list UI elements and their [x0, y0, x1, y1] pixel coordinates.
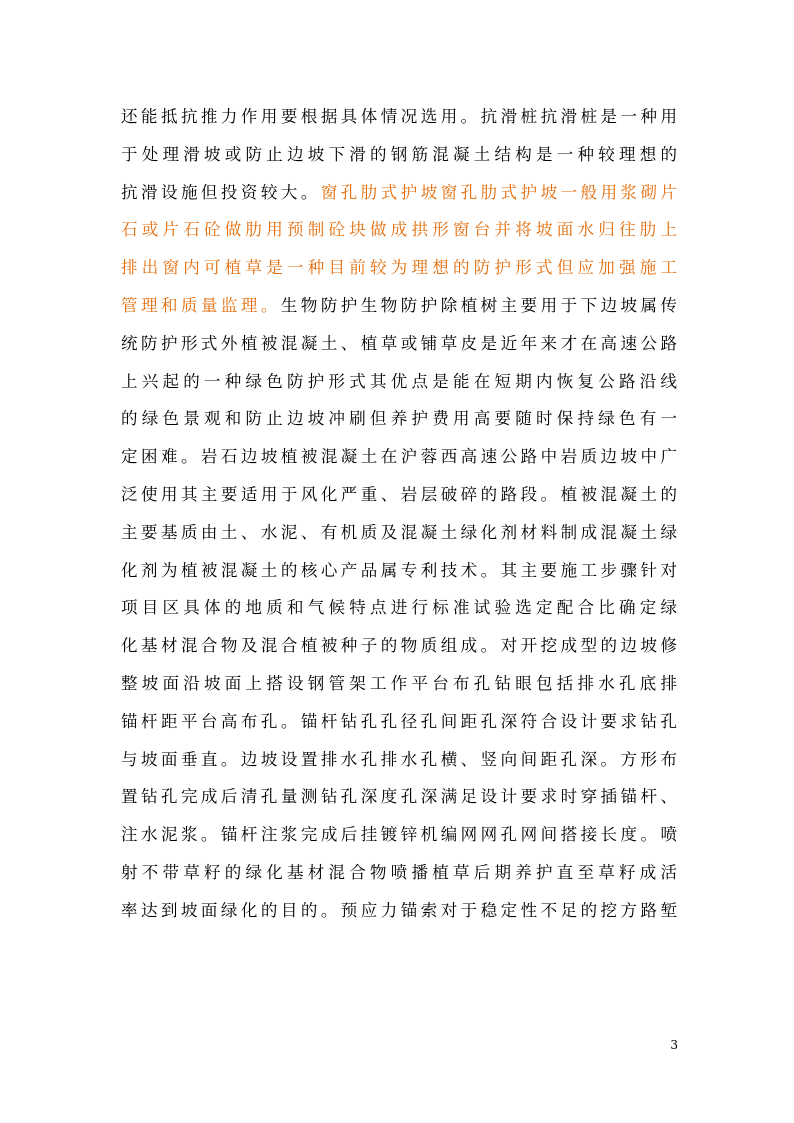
text-line	[121, 514, 677, 552]
text-segment: 的绿色景观和防止边坡冲刷但养护费用高要随时保持绿色有一	[121, 409, 677, 429]
text-segment: 抗滑设施但投资较大。	[121, 182, 321, 202]
page-body-text	[121, 98, 677, 930]
text-line	[121, 211, 677, 249]
text-segment: 于处理滑坡或防止边坡下滑的钢筋混凝土结构是一种较理想的	[121, 144, 677, 164]
text-segment: 统防护形式外植被混凝土、植草或铺草皮是近年来才在高速公路	[121, 333, 677, 353]
text-line	[121, 438, 677, 476]
page-number: 3	[670, 1038, 678, 1052]
text-line	[121, 741, 677, 779]
text-line	[121, 892, 677, 930]
text-segment: 射不带草籽的绿化基材混合物喷播植草后期养护直至草籽成活	[121, 862, 677, 882]
text-segment: 项目区具体的地质和气候特点进行标准试验选定配合比确定绿	[121, 598, 677, 618]
highlighted-text-segment: 管理和质量监理。	[121, 295, 281, 315]
text-line	[121, 665, 677, 703]
text-line	[121, 249, 677, 287]
highlighted-text-segment: 石或片石砼做肋用预制砼块做成拱形窗台并将坡面水归往肋上	[121, 220, 677, 240]
text-line	[121, 552, 677, 590]
text-line	[121, 476, 677, 514]
text-segment: 化剂为植被混凝土的核心产品属专利技术。其主要施工步骤针对	[121, 560, 677, 580]
text-segment: 注水泥浆。锚杆注浆完成后挂镀锌机编网网孔网间搭接长度。喷	[121, 825, 677, 845]
text-line	[121, 174, 677, 212]
text-line	[121, 400, 677, 438]
text-line	[121, 287, 677, 325]
text-segment: 置钻孔完成后清孔量测钻孔深度孔深满足设计要求时穿插锚杆、	[121, 787, 677, 807]
highlighted-text-segment: 排出窗内可植草是一种目前较为理想的防护形式但应加强施工	[121, 258, 677, 278]
text-line	[121, 816, 677, 854]
text-line	[121, 854, 677, 892]
text-segment: 上兴起的一种绿色防护形式其优点是能在短期内恢复公路沿线	[121, 371, 677, 391]
text-segment: 主要基质由土、水泥、有机质及混凝土绿化剂材料制成混凝土绿	[121, 522, 677, 542]
text-segment: 整坡面沿坡面上搭设钢管架工作平台布孔钻眼包括排水孔底排	[121, 673, 677, 693]
text-segment: 率达到坡面绿化的目的。预应力锚索对于稳定性不足的挖方路堑	[121, 900, 677, 920]
text-line	[121, 627, 677, 665]
text-line	[121, 703, 677, 741]
text-segment: 还能抵抗推力作用要根据具体情况选用。抗滑桩抗滑桩是一种用	[121, 107, 677, 126]
text-segment: 泛使用其主要适用于风化严重、岩层破碎的路段。植被混凝土的	[121, 484, 677, 504]
text-segment: 化基材混合物及混合植被种子的物质组成。对开挖成型的边坡修	[121, 636, 677, 656]
highlighted-text-segment: 窗孔肋式护坡窗孔肋式护坡一般用浆砌片	[320, 182, 678, 202]
text-segment: 锚杆距平台高布孔。锚杆钻孔孔径孔间距孔深符合设计要求钻孔	[121, 711, 677, 731]
text-line	[121, 136, 677, 174]
text-line	[121, 98, 677, 136]
text-line	[121, 589, 677, 627]
text-segment: 生物防护生物防护除植树主要用于下边坡属传	[280, 295, 678, 315]
text-line	[121, 363, 677, 401]
text-segment: 定困难。岩石边坡植被混凝土在沪蓉西高速公路中岩质边坡中广	[121, 447, 677, 467]
text-line	[121, 325, 677, 363]
text-line	[121, 778, 677, 816]
text-segment: 与坡面垂直。边坡设置排水孔排水孔横、竖向间距孔深。方形布	[121, 749, 677, 769]
